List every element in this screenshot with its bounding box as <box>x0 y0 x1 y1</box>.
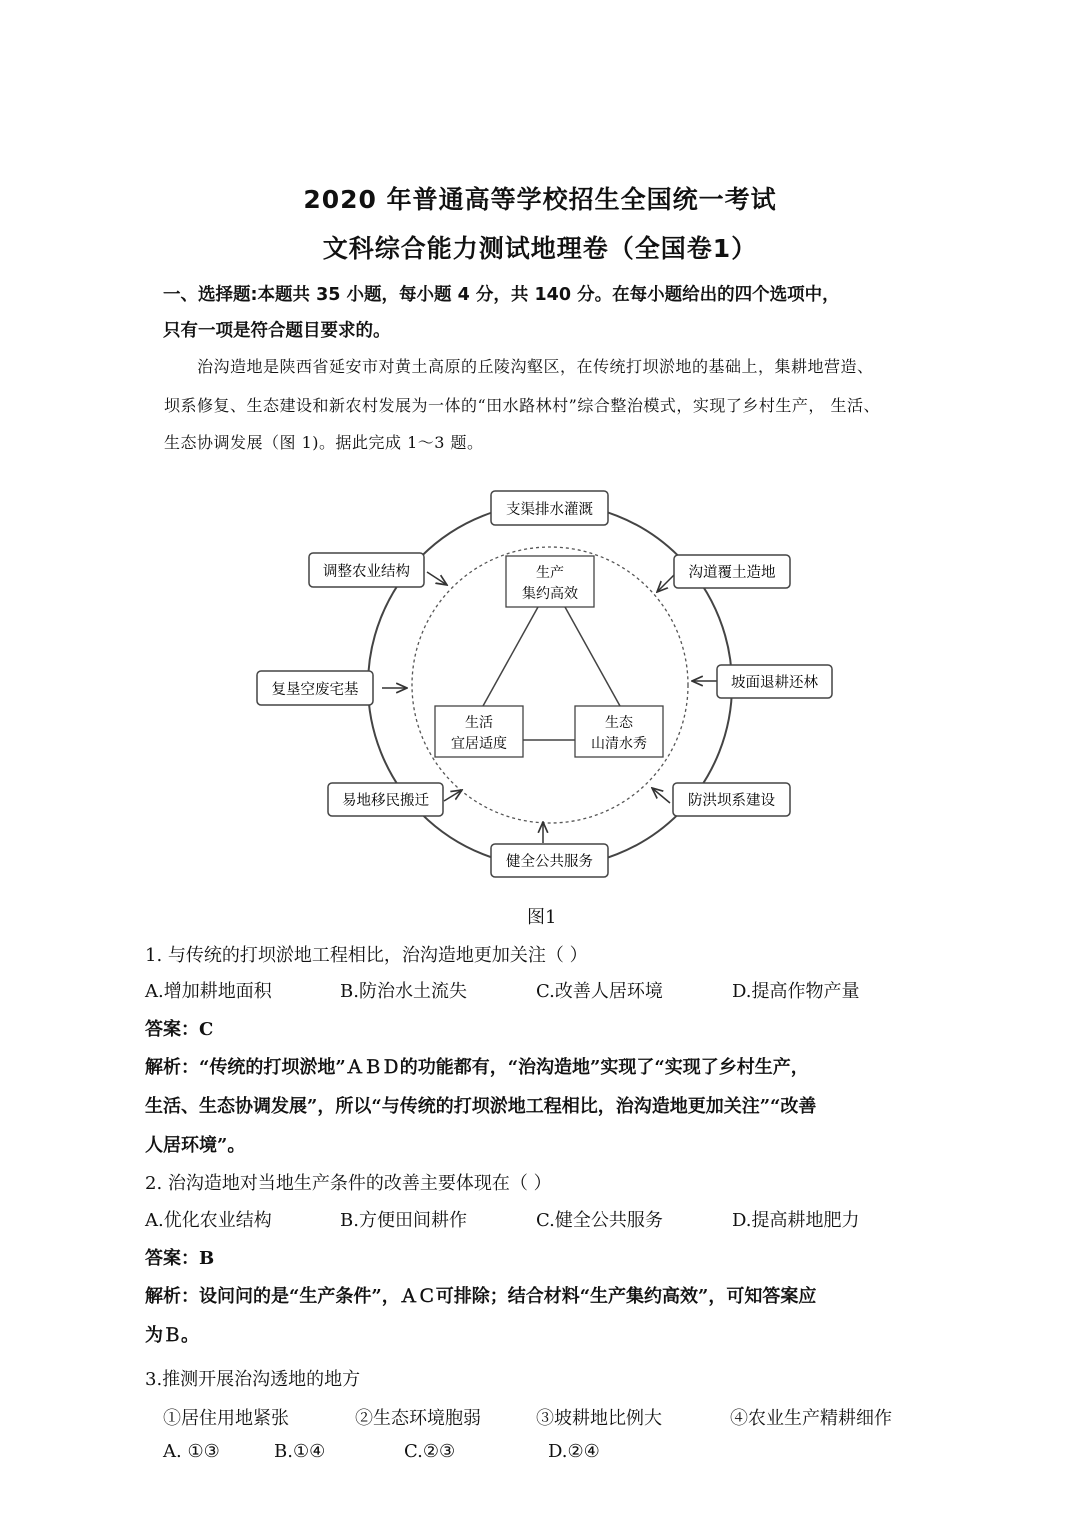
node-bottom-label: 健全公共服务 <box>506 854 593 870</box>
q1-analysis-line1: 解析：“传统的打坝淤地”ＡＢＤ的功能都有，“治沟造地”实现了“实现了乡村生产， <box>145 1057 809 1078</box>
q3-option-d: D.②④ <box>548 1441 600 1462</box>
q1-option-c: C.改善人居环境 <box>536 981 663 1002</box>
arrow-bottom-right <box>652 788 670 803</box>
arrow-bottom-left <box>444 790 462 801</box>
node-bottom-right <box>673 783 790 816</box>
q2-analysis-line1: 解析：设问问的是“生产条件”，ＡＣ可排除；结合材料“生产集约高效”，可知答案应 <box>145 1286 817 1307</box>
q1-option-d: D.提高作物产量 <box>732 981 860 1002</box>
q3-option-b: B.①④ <box>274 1441 326 1462</box>
intro-line1: 治沟造地是陕西省延安市对黄土高原的丘陵沟壑区，在传统打坝淤地的基础上，集耕地营造、 <box>197 357 874 376</box>
inner-node-ecology <box>575 706 663 757</box>
ecology-label-1: 生态 <box>605 715 633 731</box>
node-top-left-label: 调整农业结构 <box>323 564 410 580</box>
node-bottom-right-label: 防洪坝系建设 <box>688 793 775 809</box>
q1-stem: 1. 与传统的打坝淤地工程相比，治沟造地更加关注（ ） <box>145 945 588 966</box>
node-top-right <box>674 555 790 588</box>
q3-item-1: ①居住用地紧张 <box>163 1408 289 1429</box>
node-right-label: 坡面退耕还林 <box>731 675 818 691</box>
q2-option-b: B.方便田间耕作 <box>340 1210 467 1231</box>
node-bottom-left <box>328 783 443 816</box>
section-instruction-line1: 一、选择题:本题共 35 小题，每小题 4 分，共 140 分。在每小题给出的四个选项中， <box>163 285 840 305</box>
node-bottom <box>491 844 608 877</box>
node-top-label: 支渠排水灌溉 <box>506 502 593 518</box>
node-bottom-left-label: 易地移民搬迁 <box>342 793 429 809</box>
life-label-1: 生活 <box>465 715 493 731</box>
triangle-edge-production-ecology <box>565 607 620 706</box>
arrow-top-left <box>427 572 447 585</box>
q1-option-b: B.防治水土流失 <box>340 981 467 1002</box>
inner-node-production <box>506 556 594 607</box>
node-top-left <box>309 553 424 587</box>
q3-option-a: A. ①③ <box>163 1441 220 1462</box>
production-label-1: 生产 <box>536 565 564 581</box>
q3-item-2: ②生态环境胞弱 <box>355 1408 481 1429</box>
q2-analysis-line2: 为Ｂ。 <box>145 1325 199 1346</box>
exam-subtitle: 文科综合能力测试地理卷（全国卷1） <box>322 234 758 263</box>
q1-analysis-line3: 人居环境”。 <box>145 1135 246 1156</box>
intro-line3: 生态协调发展（图 1)。据此完成 1～3 题。 <box>164 433 484 452</box>
intro-line2: 坝系修复、生态建设和新农村发展为一体的“田水路林村”综合整治模式，实现了乡村生产， 生活、 <box>164 396 880 415</box>
production-label-2: 集约高效 <box>522 586 578 602</box>
q1-option-a: A.增加耕地面积 <box>145 981 272 1002</box>
q2-option-a: A.优化农业结构 <box>145 1210 272 1231</box>
q1-analysis-line2: 生活、生态协调发展”，所以“与传统的打坝淤地工程相比，治沟造地更加关注”“改善 <box>145 1096 817 1117</box>
figure-caption: 图1 <box>527 907 557 928</box>
life-label-2: 宜居适度 <box>451 736 507 752</box>
section-instruction-line2: 只有一项是符合题目要求的。 <box>163 321 391 341</box>
node-top-right-label: 沟道覆土造地 <box>688 565 776 581</box>
q2-option-d: D.提高耕地肥力 <box>732 1210 860 1231</box>
q3-item-4: ④农业生产精耕细作 <box>730 1408 892 1429</box>
q1-answer: 答案：C <box>145 1019 214 1040</box>
q3-option-c: C.②③ <box>404 1441 456 1462</box>
q2-answer: 答案：B <box>145 1248 215 1269</box>
node-left-label: 复垦空废宅基 <box>271 682 359 698</box>
node-left <box>257 671 373 705</box>
node-top <box>491 491 608 525</box>
q2-option-c: C.健全公共服务 <box>536 1210 663 1231</box>
q3-stem: 3.推测开展治沟透地的地方 <box>145 1369 361 1390</box>
arrow-top-right <box>657 574 675 592</box>
q3-item-3: ③坡耕地比例大 <box>536 1408 662 1429</box>
triangle-edge-production-life <box>483 607 538 706</box>
node-right <box>717 665 832 698</box>
q2-stem: 2. 治沟造地对当地生产条件的改善主要体现在（ ） <box>145 1173 552 1194</box>
ecology-label-2: 山清水秀 <box>591 736 647 752</box>
inner-node-life <box>435 706 523 757</box>
figure-diagram <box>250 485 840 885</box>
exam-title: 2020 年普通高等学校招生全国统一考试 <box>303 185 777 214</box>
